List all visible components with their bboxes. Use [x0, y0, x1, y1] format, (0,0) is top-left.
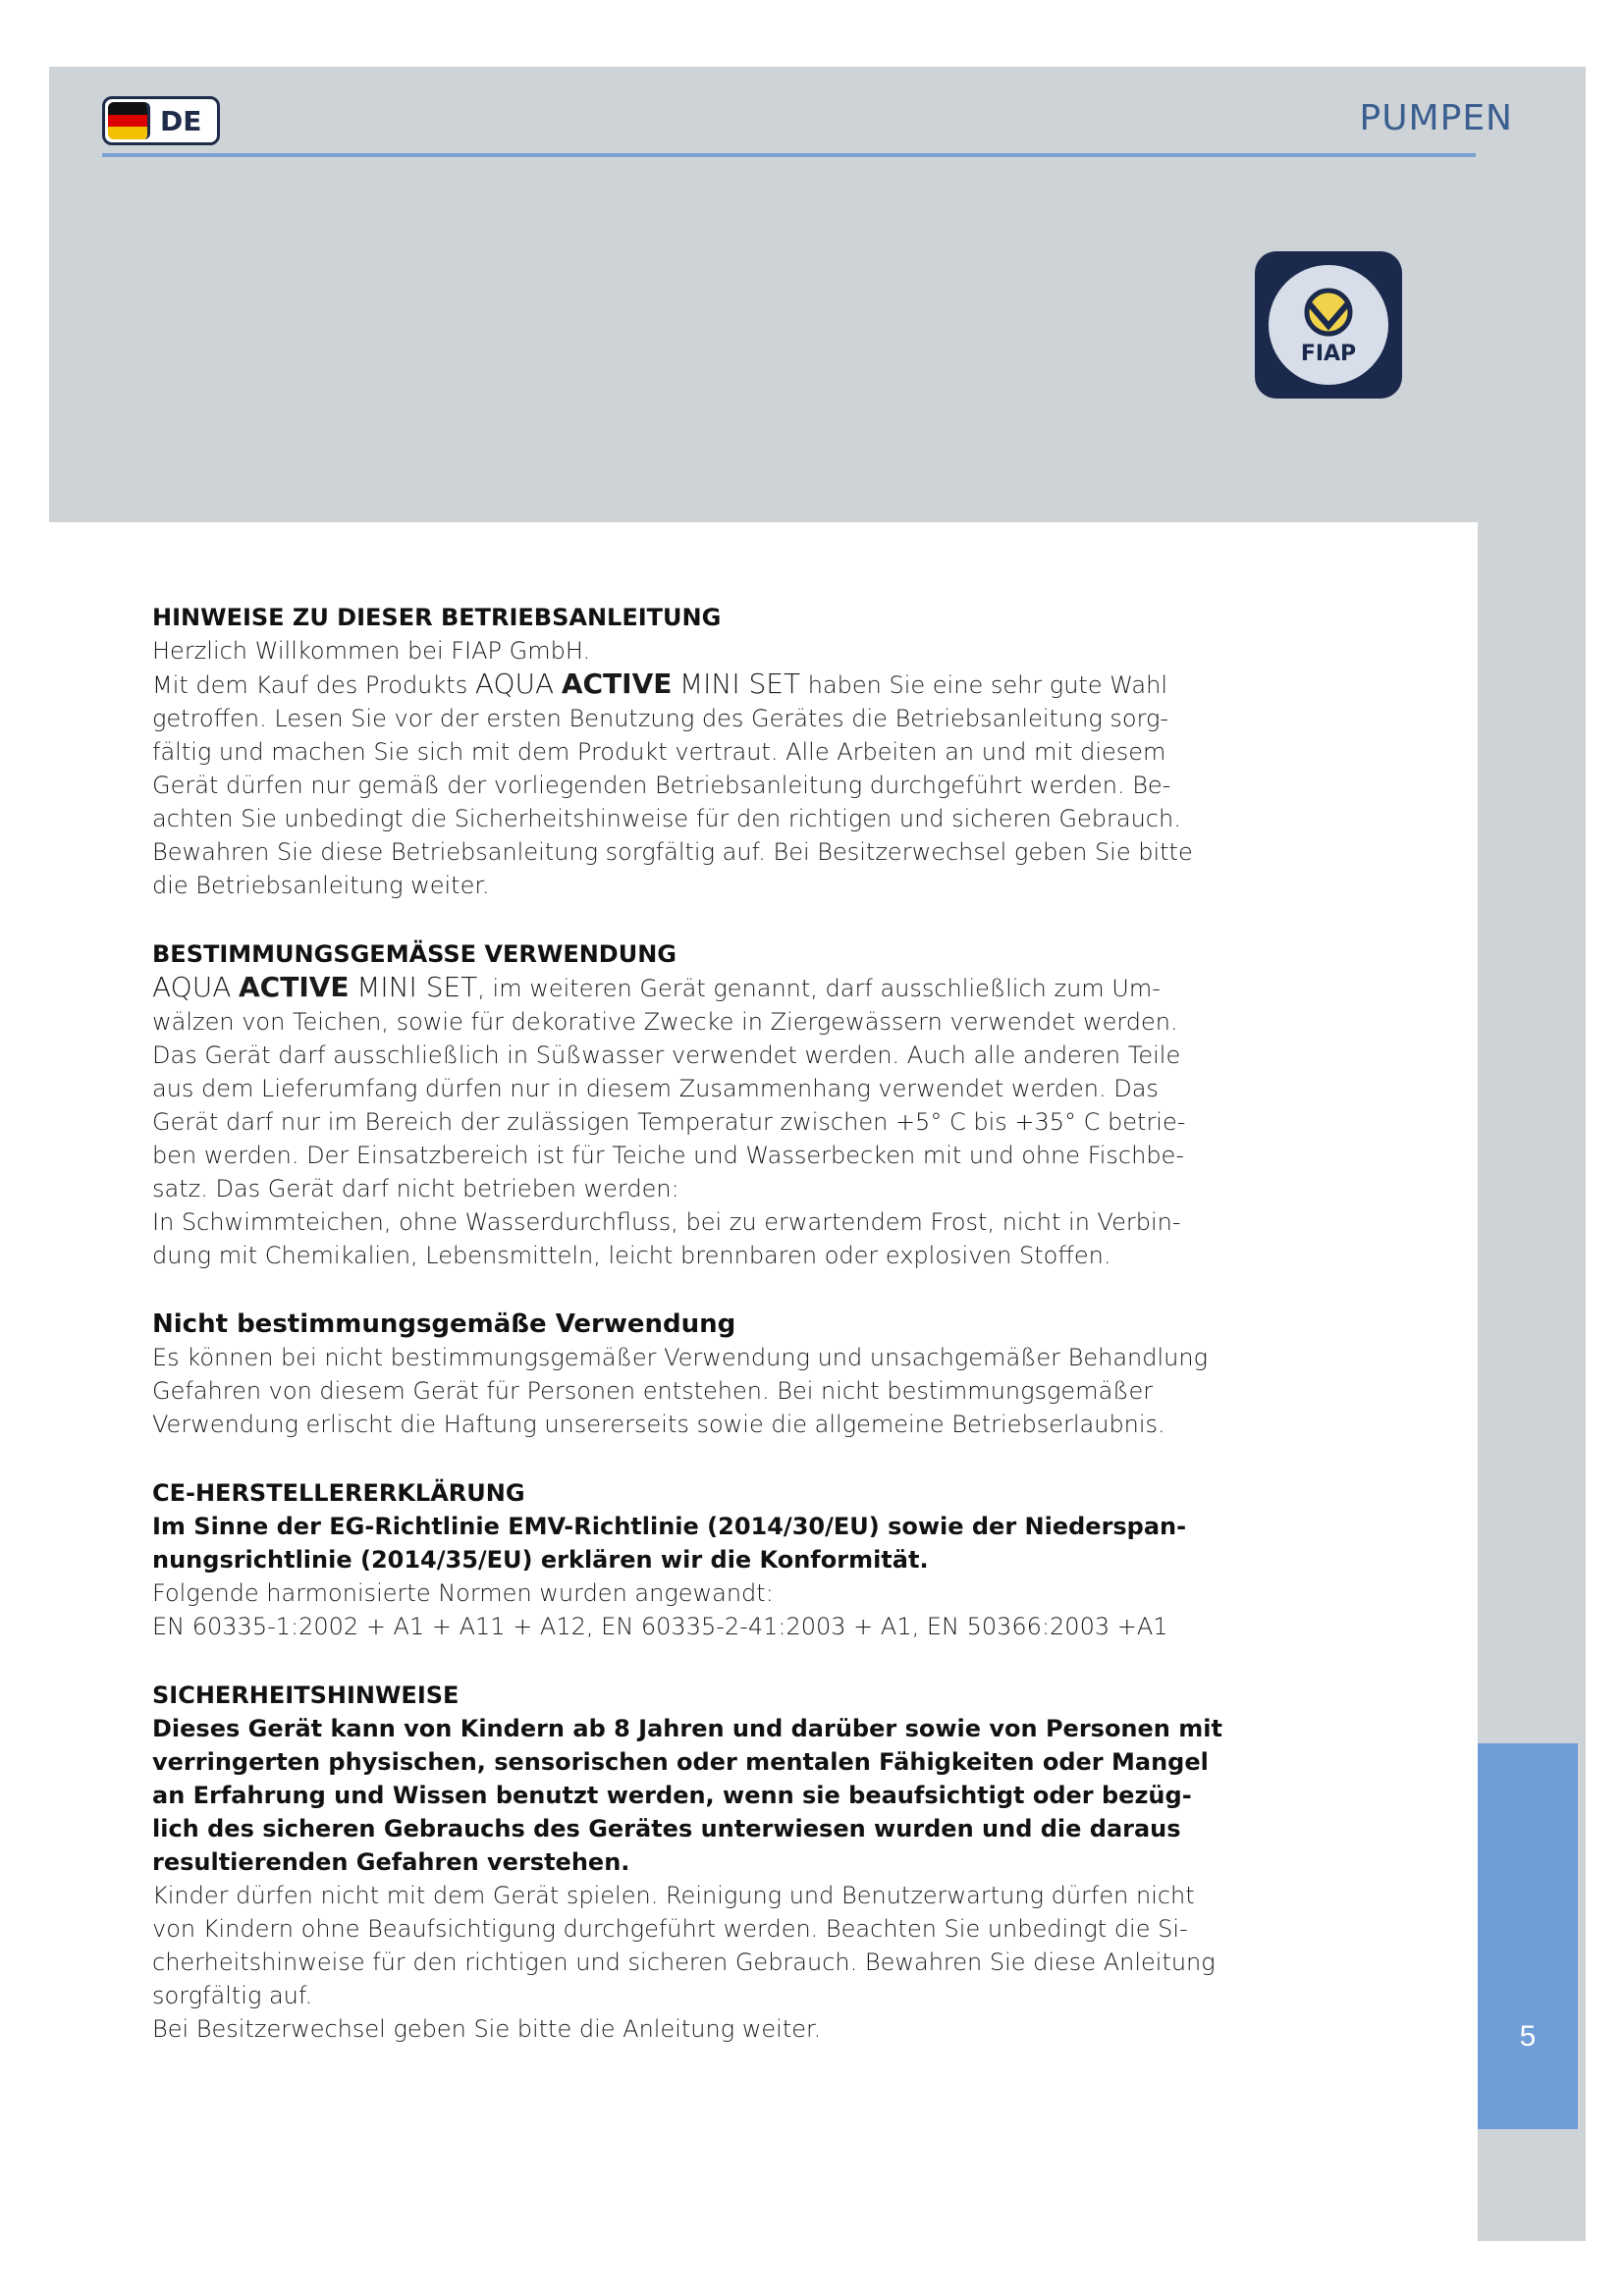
section-title: PUMPEN: [1359, 98, 1513, 138]
paragraph-line: cherheitshinweise für den richtigen und sicheren Gebrauch. Bewahren Sie diese Anleitung: [152, 1949, 1216, 1976]
heading-sicherheit: SICHERHEITSHINWEISE: [152, 1682, 460, 1709]
paragraph-line-bold: nungsrichtlinie (2014/35/EU) erklären wir die Konformität.: [152, 1546, 929, 1574]
paragraph-line: satz. Das Gerät darf nicht betrieben werden:: [152, 1175, 679, 1202]
paragraph-line: Das Gerät darf ausschließlich in Süßwasser verwendet werden. Auch alle anderen Teile: [152, 1041, 1181, 1069]
paragraph-line: sorgfältig auf.: [152, 1982, 313, 2009]
page-number: 5: [1519, 2020, 1537, 2053]
chapter-tab: [1478, 1743, 1578, 2129]
language-code: DE: [160, 104, 202, 137]
paragraph-line: wälzen von Teichen, sowie für dekorative Zwecke in Ziergewässern verwendet werden.: [152, 1008, 1178, 1036]
paragraph-line: getroffen. Lesen Sie vor der ersten Benutzung des Gerätes die Betriebsanleitung sorg-: [152, 705, 1169, 732]
paragraph-line: AQUA ACTIVE MINI SET, im weiteren Gerät genannt, darf ausschließlich zum Um-: [152, 971, 1161, 1003]
paragraph-line-bold: lich des sicheren Gebrauchs des Gerätes unterwiesen wurden und die daraus: [152, 1815, 1181, 1842]
heading-hinweise: HINWEISE ZU DIESER BETRIEBSANLEITUNG: [152, 604, 722, 631]
paragraph-line: von Kindern ohne Beaufsichtigung durchgeführt werden. Beachten Sie unbedingt die Si-: [152, 1915, 1188, 1943]
paragraph-line: Kinder dürfen nicht mit dem Gerät spielen. Reinigung und Benutzerwartung dürfen nicht: [152, 1882, 1195, 1909]
paragraph-line: achten Sie unbedingt die Sicherheitshinweise für den richtigen und sicheren Gebrauch.: [152, 805, 1181, 832]
paragraph-line: Herzlich Willkommen bei FIAP GmbH.: [152, 637, 591, 665]
german-flag-icon: [108, 102, 150, 139]
heading-nicht-bestimmung: Nicht bestimmungsgemäße Verwendung: [152, 1309, 736, 1339]
paragraph-line-bold: Im Sinne der EG-Richtlinie EMV-Richtlinie (2014/30/EU) sowie der Niederspan-: [152, 1513, 1187, 1540]
paragraph-line: In Schwimmteichen, ohne Wasserdurchfluss, bei zu erwartendem Frost, nicht in Verbin-: [152, 1208, 1181, 1236]
paragraph-line: Folgende harmonisierte Normen wurden angewandt:: [152, 1579, 774, 1607]
paragraph-line: Verwendung erlischt die Haftung unsererseits sowie die allgemeine Betriebserlaubnis.: [152, 1411, 1165, 1438]
paragraph-line-bold: an Erfahrung und Wissen benutzt werden, wenn sie beaufsichtigt oder bezüg-: [152, 1782, 1192, 1809]
paragraph-line-bold: verringerten physischen, sensorischen oder mentalen Fähigkeiten oder Mangel: [152, 1748, 1209, 1776]
paragraph-line-bold: resultierenden Gefahren verstehen.: [152, 1848, 630, 1876]
paragraph-line: fältig und machen Sie sich mit dem Produkt vertraut. Alle Arbeiten an und mit diesem: [152, 738, 1166, 766]
paragraph-line-bold: Dieses Gerät kann von Kindern ab 8 Jahren und darüber sowie von Personen mit: [152, 1715, 1222, 1742]
paragraph-line: ben werden. Der Einsatzbereich ist für Teiche und Wasserbecken mit und ohne Fischbe-: [152, 1142, 1184, 1169]
paragraph-line: Gerät darf nur im Bereich der zulässigen Temperatur zwischen +5° C bis +35° C betrie-: [152, 1108, 1186, 1136]
paragraph-line: Mit dem Kauf des Produkts AQUA ACTIVE MINI SET haben Sie eine sehr gute Wahl: [152, 667, 1168, 700]
paragraph-line: Bei Besitzerwechsel geben Sie bitte die Anleitung weiter.: [152, 2015, 822, 2043]
document-body: [152, 601, 1448, 2046]
paragraph-line: Bewahren Sie diese Betriebsanleitung sorgfältig auf. Bei Besitzerwechsel geben Sie bitte: [152, 838, 1193, 866]
heading-ce: CE-HERSTELLERERKLÄRUNG: [152, 1479, 525, 1507]
paragraph-line: Gerät dürfen nur gemäß der vorliegenden Betriebsanleitung durchgeführt werden. Be-: [152, 772, 1171, 799]
header-divider: [102, 153, 1476, 157]
logo-text: FIAP: [1300, 342, 1357, 366]
paragraph-line: Es können bei nicht bestimmungsgemäßer Verwendung und unsachgemäßer Behandlung: [152, 1344, 1208, 1371]
paragraph-line: die Betriebsanleitung weiter.: [152, 872, 490, 899]
language-badge: [102, 96, 220, 145]
heading-bestimmung: BESTIMMUNGSGEMÄSSE VERWENDUNG: [152, 940, 677, 968]
paragraph-line: Gefahren von diesem Gerät für Personen entstehen. Bei nicht bestimmungsgemäßer: [152, 1377, 1154, 1405]
paragraph-line: aus dem Lieferumfang dürfen nur in diesem Zusammenhang verwendet werden. Das: [152, 1075, 1159, 1102]
fiap-emblem-icon: [1269, 265, 1388, 385]
paragraph-line: dung mit Chemikalien, Lebensmitteln, leicht brennbaren oder explosiven Stoffen.: [152, 1242, 1111, 1269]
fiap-logo: [1255, 251, 1402, 399]
paragraph-line: EN 60335-1:2002 + A1 + A11 + A12, EN 60335-2-41:2003 + A1, EN 50366:2003 +A1: [152, 1613, 1168, 1640]
